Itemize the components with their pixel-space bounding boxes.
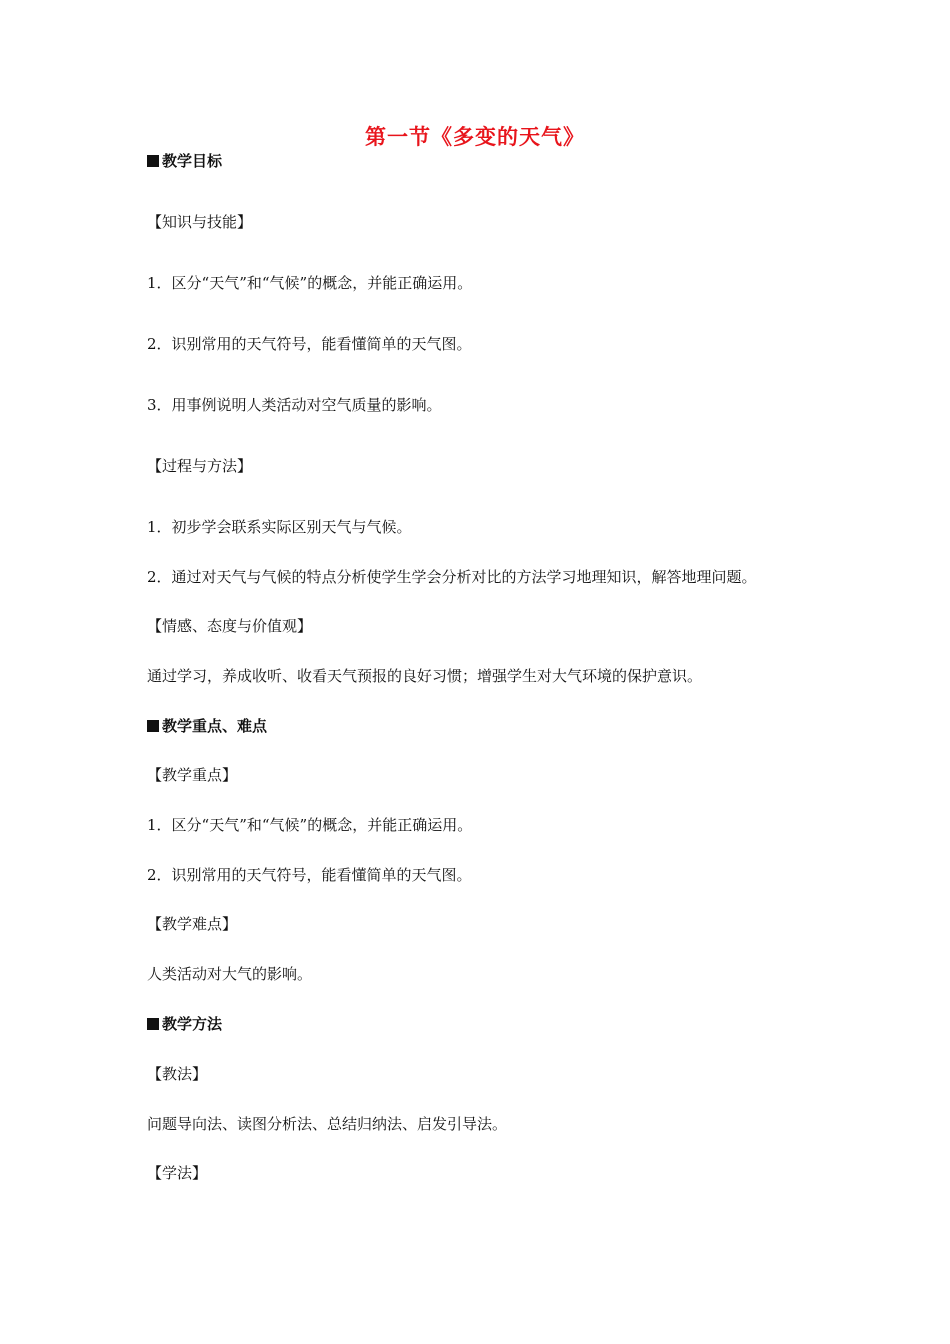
list-item: 2．识别常用的天气符号，能看懂简单的天气图。 — [147, 866, 472, 884]
heading-text: 教学重点、难点 — [162, 717, 268, 735]
subsection-label-emotion: 【情感、态度与价值观】 — [147, 617, 313, 635]
square-bullet-icon — [147, 1018, 159, 1030]
paragraph: 问题导向法、读图分析法、总结归纳法、启发引导法。 — [147, 1115, 508, 1133]
heading-text: 教学目标 — [162, 152, 223, 170]
list-item: 2．识别常用的天气符号，能看懂简单的天气图。 — [147, 335, 472, 353]
square-bullet-icon — [147, 720, 159, 732]
list-item: 1．区分“天气”和“气候”的概念，并能正确运用。 — [147, 274, 473, 292]
list-item: 3．用事例说明人类活动对空气质量的影响。 — [147, 396, 442, 414]
page-title: 第一节《多变的天气》 — [365, 125, 585, 149]
list-item: 1．初步学会联系实际区别天气与气候。 — [147, 518, 412, 536]
section-heading-goals — [147, 150, 222, 172]
section-heading-methods — [147, 1013, 222, 1035]
subsection-label-difficult: 【教学难点】 — [147, 915, 238, 933]
subsection-label-learning: 【学法】 — [147, 1164, 208, 1182]
paragraph: 人类活动对大气的影响。 — [147, 965, 313, 983]
paragraph: 通过学习，养成收听、收看天气预报的良好习惯；增强学生对大气环境的保护意识。 — [147, 667, 703, 685]
subsection-label-teaching: 【教法】 — [147, 1065, 208, 1083]
heading-text: 教学方法 — [162, 1015, 223, 1033]
subsection-label-key: 【教学重点】 — [147, 766, 238, 784]
subsection-label-knowledge: 【知识与技能】 — [147, 213, 253, 231]
list-item: 2．通过对天气与气候的特点分析使学生学会分析对比的方法学习地理知识，解答地理问题。 — [147, 568, 757, 586]
list-item: 1．区分“天气”和“气候”的概念，并能正确运用。 — [147, 816, 473, 834]
square-bullet-icon — [147, 155, 159, 167]
section-heading-focus — [147, 715, 267, 737]
subsection-label-process: 【过程与方法】 — [147, 457, 253, 475]
